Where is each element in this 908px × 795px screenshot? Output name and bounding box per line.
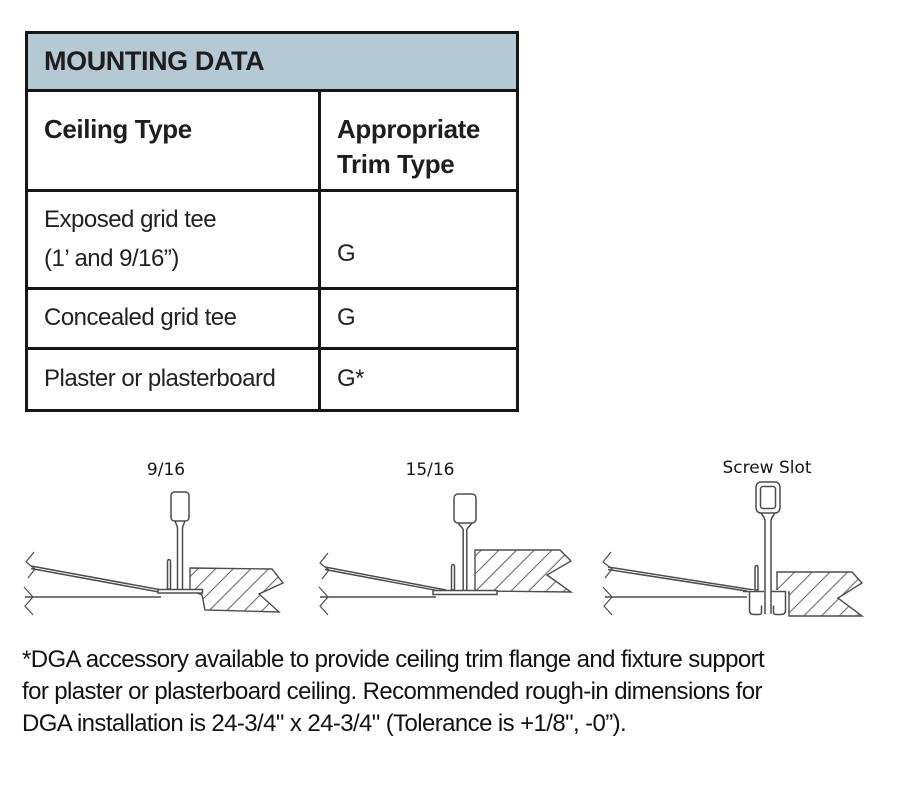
tee-stem — [175, 521, 185, 590]
ceiling-type-line: (1’ and 9/16”) — [44, 244, 179, 272]
diagram-label: Screw Slot — [722, 458, 812, 478]
ceiling-panel-wedge — [325, 567, 446, 592]
break-mark — [26, 552, 35, 578]
ceiling-panel-wedge — [608, 567, 757, 593]
column-header-ceiling-type — [28, 89, 318, 189]
ceiling-tile-hatched — [777, 572, 862, 616]
break-mark — [320, 553, 329, 579]
table-row-ceiling-cell — [28, 189, 318, 287]
table-row-ceiling-cell — [28, 287, 318, 347]
footnote-line: for plaster or plasterboard ceiling. Recommended rough-in dimensions for — [22, 678, 762, 705]
trim-type-value: G — [337, 304, 356, 332]
trim-type-value: G — [337, 240, 356, 268]
diagram-15-16 — [300, 440, 608, 630]
table-row-trim-cell — [318, 287, 516, 347]
ceiling-tile-hatched — [190, 568, 283, 612]
trim-type-value: G* — [337, 365, 365, 393]
column-header-label: Appropriate Trim Type — [337, 114, 480, 180]
diagram-label: 15/16 — [405, 460, 455, 480]
break-mark — [24, 587, 33, 615]
tee-flange — [433, 591, 497, 595]
hold-down-clip — [168, 560, 171, 590]
table-row-ceiling-cell — [28, 347, 318, 409]
footnote — [22, 644, 906, 740]
footnote-line: DGA installation is 24-3/4" x 24-3/4" (Tolerance is +1/8", -0”). — [22, 710, 627, 737]
column-header-label: Ceiling Type — [44, 114, 192, 144]
tee-bulb — [454, 494, 476, 523]
break-mark — [603, 552, 612, 578]
ceiling-panel-wedge — [31, 566, 159, 592]
ceiling-type-line: Exposed grid tee — [44, 205, 217, 233]
table-title-band — [28, 34, 516, 89]
diagram-9-16 — [0, 440, 300, 630]
hold-down-clip — [755, 566, 758, 591]
table-title: MOUNTING DATA — [44, 46, 265, 76]
ceiling-type-line: Plaster or plasterboard — [44, 365, 276, 393]
ceiling-type-line: Concealed grid tee — [44, 304, 237, 332]
tee-stem — [458, 523, 472, 591]
diagram-label: 9/16 — [146, 460, 186, 480]
mounting-data-table — [25, 31, 519, 412]
table-row-trim-cell — [318, 347, 516, 409]
break-mark — [603, 587, 612, 615]
table-row-trim-cell — [318, 189, 516, 287]
hold-down-clip — [452, 565, 455, 591]
diagram-9-16-drawing — [0, 440, 300, 630]
break-mark — [319, 587, 328, 615]
ceiling-tile-hatched — [475, 550, 571, 592]
channel-mask — [747, 590, 788, 617]
footnote-line: *DGA accessory available to provide ceiling trim flange and fixture support — [22, 646, 765, 673]
diagram-screw-slot-drawing — [600, 440, 908, 630]
tee-flange — [158, 590, 203, 594]
tee-bulb — [171, 492, 189, 521]
diagram-15-16-drawing — [300, 440, 608, 630]
diagram-screw-slot — [600, 440, 908, 630]
column-header-trim-type — [318, 89, 516, 189]
